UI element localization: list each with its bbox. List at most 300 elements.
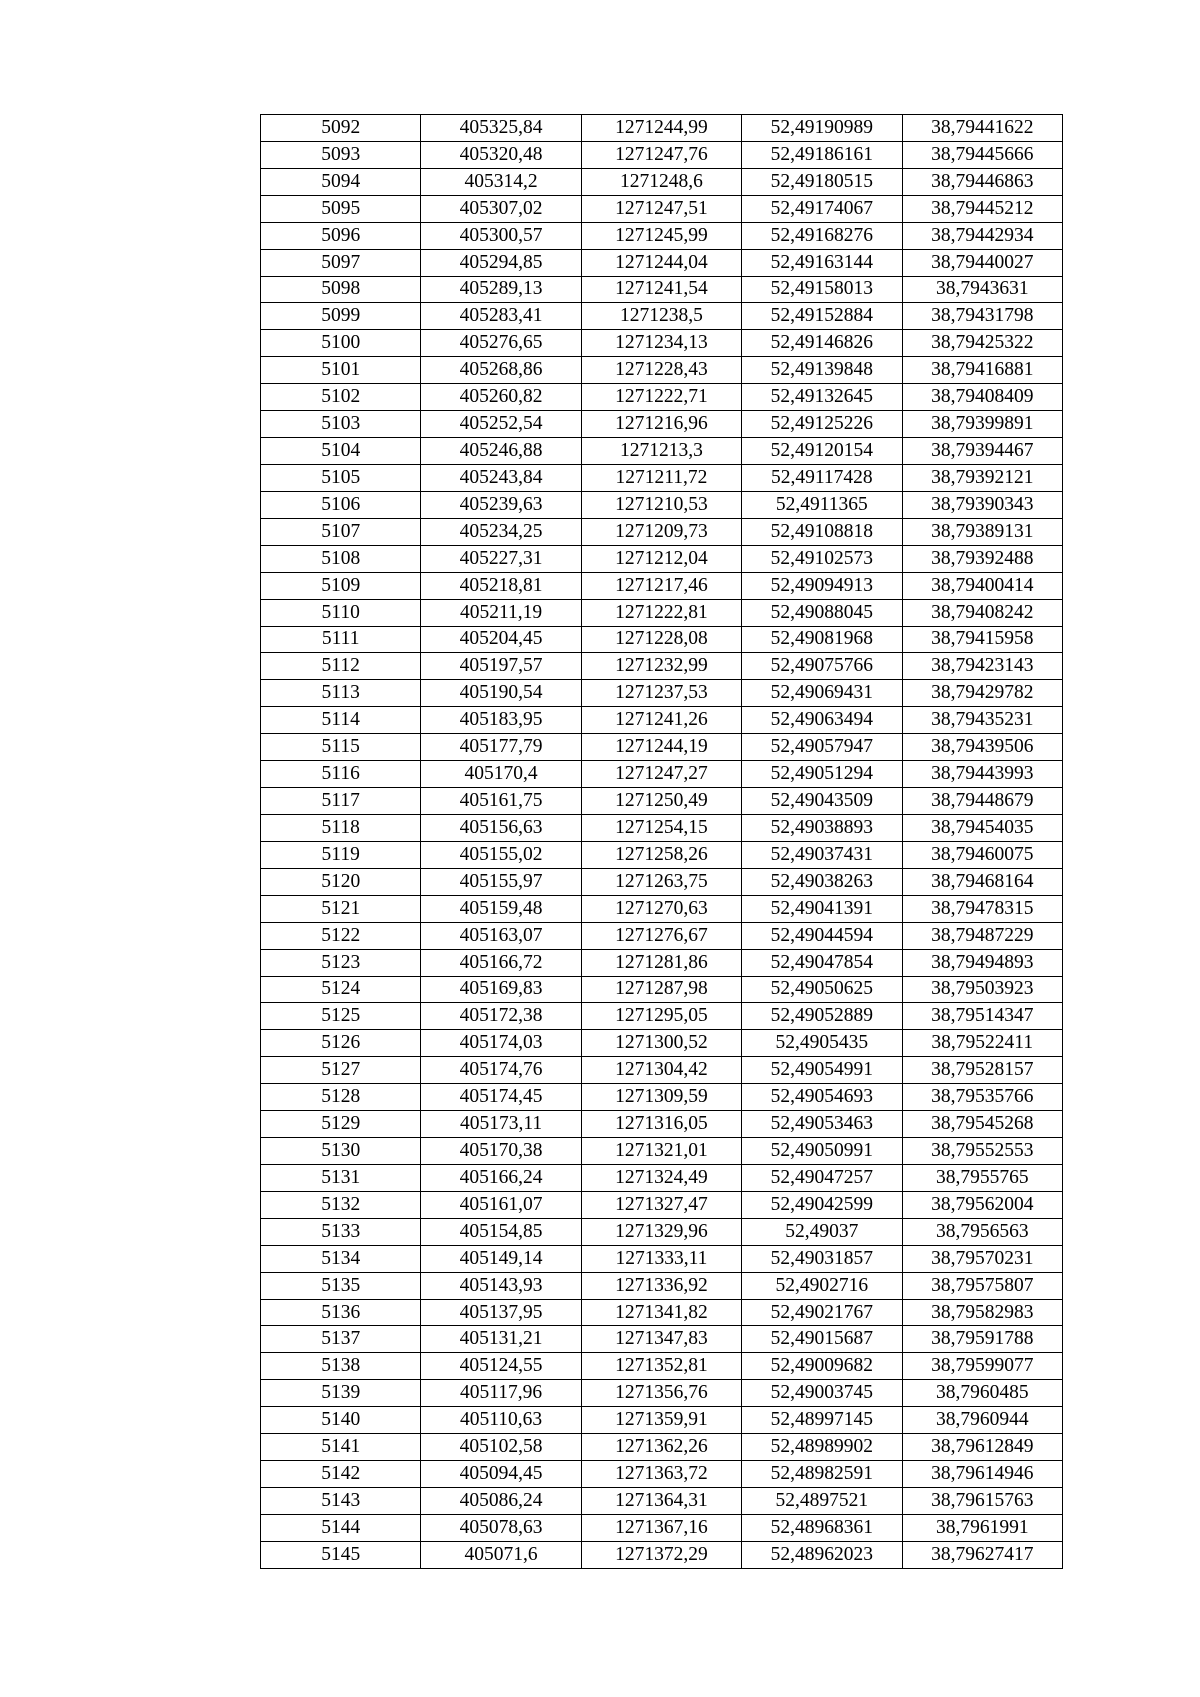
latitude-cell: 52,49042599 — [742, 1191, 902, 1218]
longitude-cell: 38,79443993 — [902, 761, 1062, 788]
latitude-cell: 52,49054693 — [742, 1084, 902, 1111]
longitude-cell: 38,79552553 — [902, 1138, 1062, 1165]
x-coordinate-cell: 405161,75 — [421, 788, 581, 815]
y-coordinate-cell: 1271222,71 — [581, 384, 741, 411]
longitude-cell: 38,79528157 — [902, 1057, 1062, 1084]
latitude-cell: 52,49038893 — [742, 814, 902, 841]
point-number-cell: 5097 — [261, 249, 421, 276]
table-row — [261, 1030, 1063, 1057]
latitude-cell: 52,49152884 — [742, 303, 902, 330]
point-number-cell: 5119 — [261, 841, 421, 868]
x-coordinate-cell: 405143,93 — [421, 1272, 581, 1299]
table-row — [261, 895, 1063, 922]
table-row — [261, 1164, 1063, 1191]
point-number-cell: 5102 — [261, 384, 421, 411]
longitude-cell: 38,79408409 — [902, 384, 1062, 411]
table-row — [261, 788, 1063, 815]
x-coordinate-cell: 405174,45 — [421, 1084, 581, 1111]
point-number-cell: 5141 — [261, 1434, 421, 1461]
point-number-cell: 5106 — [261, 491, 421, 518]
point-number-cell: 5116 — [261, 761, 421, 788]
table-row — [261, 249, 1063, 276]
y-coordinate-cell: 1271363,72 — [581, 1461, 741, 1488]
table-row — [261, 572, 1063, 599]
x-coordinate-cell: 405204,45 — [421, 626, 581, 653]
latitude-cell: 52,49180515 — [742, 168, 902, 195]
latitude-cell: 52,49088045 — [742, 599, 902, 626]
x-coordinate-cell: 405071,6 — [421, 1541, 581, 1568]
latitude-cell: 52,48968361 — [742, 1514, 902, 1541]
table-row — [261, 276, 1063, 303]
table-row — [261, 545, 1063, 572]
x-coordinate-cell: 405268,86 — [421, 357, 581, 384]
y-coordinate-cell: 1271244,04 — [581, 249, 741, 276]
latitude-cell: 52,49053463 — [742, 1111, 902, 1138]
longitude-cell: 38,79591788 — [902, 1326, 1062, 1353]
point-number-cell: 5094 — [261, 168, 421, 195]
point-number-cell: 5126 — [261, 1030, 421, 1057]
y-coordinate-cell: 1271234,13 — [581, 330, 741, 357]
point-number-cell: 5138 — [261, 1353, 421, 1380]
y-coordinate-cell: 1271295,05 — [581, 1003, 741, 1030]
longitude-cell: 38,7960485 — [902, 1380, 1062, 1407]
point-number-cell: 5125 — [261, 1003, 421, 1030]
longitude-cell: 38,79599077 — [902, 1353, 1062, 1380]
latitude-cell: 52,49052889 — [742, 1003, 902, 1030]
point-number-cell: 5108 — [261, 545, 421, 572]
table-row — [261, 330, 1063, 357]
table-row — [261, 626, 1063, 653]
latitude-cell: 52,49050991 — [742, 1138, 902, 1165]
x-coordinate-cell: 405243,84 — [421, 464, 581, 491]
point-number-cell: 5100 — [261, 330, 421, 357]
latitude-cell: 52,48962023 — [742, 1541, 902, 1568]
latitude-cell: 52,49021767 — [742, 1299, 902, 1326]
longitude-cell: 38,79522411 — [902, 1030, 1062, 1057]
y-coordinate-cell: 1271304,42 — [581, 1057, 741, 1084]
latitude-cell: 52,49132645 — [742, 384, 902, 411]
table-row — [261, 464, 1063, 491]
latitude-cell: 52,49120154 — [742, 438, 902, 465]
y-coordinate-cell: 1271356,76 — [581, 1380, 741, 1407]
longitude-cell: 38,7955765 — [902, 1164, 1062, 1191]
point-number-cell: 5132 — [261, 1191, 421, 1218]
latitude-cell: 52,49102573 — [742, 545, 902, 572]
y-coordinate-cell: 1271238,5 — [581, 303, 741, 330]
longitude-cell: 38,7960944 — [902, 1407, 1062, 1434]
point-number-cell: 5139 — [261, 1380, 421, 1407]
longitude-cell: 38,79440027 — [902, 249, 1062, 276]
table-row — [261, 976, 1063, 1003]
latitude-cell: 52,49054991 — [742, 1057, 902, 1084]
x-coordinate-cell: 405276,65 — [421, 330, 581, 357]
table-row — [261, 1084, 1063, 1111]
table-row — [261, 1245, 1063, 1272]
table-row — [261, 868, 1063, 895]
x-coordinate-cell: 405174,76 — [421, 1057, 581, 1084]
latitude-cell: 52,49146826 — [742, 330, 902, 357]
longitude-cell: 38,79570231 — [902, 1245, 1062, 1272]
point-number-cell: 5127 — [261, 1057, 421, 1084]
point-number-cell: 5136 — [261, 1299, 421, 1326]
y-coordinate-cell: 1271228,08 — [581, 626, 741, 653]
point-number-cell: 5107 — [261, 518, 421, 545]
latitude-cell: 52,49051294 — [742, 761, 902, 788]
longitude-cell: 38,79545268 — [902, 1111, 1062, 1138]
point-number-cell: 5092 — [261, 115, 421, 142]
x-coordinate-cell: 405246,88 — [421, 438, 581, 465]
table-row — [261, 438, 1063, 465]
latitude-cell: 52,49038263 — [742, 868, 902, 895]
latitude-cell: 52,49158013 — [742, 276, 902, 303]
longitude-cell: 38,79627417 — [902, 1541, 1062, 1568]
point-number-cell: 5143 — [261, 1488, 421, 1515]
y-coordinate-cell: 1271362,26 — [581, 1434, 741, 1461]
y-coordinate-cell: 1271222,81 — [581, 599, 741, 626]
table-row — [261, 357, 1063, 384]
longitude-cell: 38,79394467 — [902, 438, 1062, 465]
longitude-cell: 38,7943631 — [902, 276, 1062, 303]
x-coordinate-cell: 405169,83 — [421, 976, 581, 1003]
table-row — [261, 1380, 1063, 1407]
table-row — [261, 814, 1063, 841]
longitude-cell: 38,79399891 — [902, 411, 1062, 438]
y-coordinate-cell: 1271364,31 — [581, 1488, 741, 1515]
table-row — [261, 1003, 1063, 1030]
x-coordinate-cell: 405172,38 — [421, 1003, 581, 1030]
longitude-cell: 38,79423143 — [902, 653, 1062, 680]
x-coordinate-cell: 405283,41 — [421, 303, 581, 330]
point-number-cell: 5098 — [261, 276, 421, 303]
table-row — [261, 141, 1063, 168]
x-coordinate-cell: 405170,38 — [421, 1138, 581, 1165]
point-number-cell: 5101 — [261, 357, 421, 384]
latitude-cell: 52,49050625 — [742, 976, 902, 1003]
x-coordinate-cell: 405174,03 — [421, 1030, 581, 1057]
longitude-cell: 38,79454035 — [902, 814, 1062, 841]
point-number-cell: 5135 — [261, 1272, 421, 1299]
latitude-cell: 52,4902716 — [742, 1272, 902, 1299]
y-coordinate-cell: 1271209,73 — [581, 518, 741, 545]
point-number-cell: 5124 — [261, 976, 421, 1003]
y-coordinate-cell: 1271217,46 — [581, 572, 741, 599]
y-coordinate-cell: 1271247,27 — [581, 761, 741, 788]
x-coordinate-cell: 405227,31 — [421, 545, 581, 572]
x-coordinate-cell: 405170,4 — [421, 761, 581, 788]
point-number-cell: 5093 — [261, 141, 421, 168]
latitude-cell: 52,4905435 — [742, 1030, 902, 1057]
latitude-cell: 52,49190989 — [742, 115, 902, 142]
latitude-cell: 52,49125226 — [742, 411, 902, 438]
y-coordinate-cell: 1271228,43 — [581, 357, 741, 384]
latitude-cell: 52,49037 — [742, 1218, 902, 1245]
longitude-cell: 38,79390343 — [902, 491, 1062, 518]
table-row — [261, 1488, 1063, 1515]
latitude-cell: 52,49043509 — [742, 788, 902, 815]
x-coordinate-cell: 405131,21 — [421, 1326, 581, 1353]
y-coordinate-cell: 1271329,96 — [581, 1218, 741, 1245]
point-number-cell: 5134 — [261, 1245, 421, 1272]
latitude-cell: 52,49044594 — [742, 922, 902, 949]
point-number-cell: 5145 — [261, 1541, 421, 1568]
x-coordinate-cell: 405078,63 — [421, 1514, 581, 1541]
longitude-cell: 38,79535766 — [902, 1084, 1062, 1111]
x-coordinate-cell: 405102,58 — [421, 1434, 581, 1461]
longitude-cell: 38,79442934 — [902, 222, 1062, 249]
latitude-cell: 52,48982591 — [742, 1461, 902, 1488]
y-coordinate-cell: 1271336,92 — [581, 1272, 741, 1299]
longitude-cell: 38,79562004 — [902, 1191, 1062, 1218]
table-row — [261, 1057, 1063, 1084]
latitude-cell: 52,4911365 — [742, 491, 902, 518]
x-coordinate-cell: 405325,84 — [421, 115, 581, 142]
table-row — [261, 949, 1063, 976]
point-number-cell: 5109 — [261, 572, 421, 599]
point-number-cell: 5144 — [261, 1514, 421, 1541]
y-coordinate-cell: 1271287,98 — [581, 976, 741, 1003]
x-coordinate-cell: 405300,57 — [421, 222, 581, 249]
point-number-cell: 5120 — [261, 868, 421, 895]
y-coordinate-cell: 1271210,53 — [581, 491, 741, 518]
x-coordinate-cell: 405260,82 — [421, 384, 581, 411]
x-coordinate-cell: 405307,02 — [421, 195, 581, 222]
table-row — [261, 1111, 1063, 1138]
table-row — [261, 1407, 1063, 1434]
table-row — [261, 1326, 1063, 1353]
y-coordinate-cell: 1271347,83 — [581, 1326, 741, 1353]
x-coordinate-cell: 405166,72 — [421, 949, 581, 976]
longitude-cell: 38,79448679 — [902, 788, 1062, 815]
point-number-cell: 5142 — [261, 1461, 421, 1488]
table-row — [261, 841, 1063, 868]
x-coordinate-cell: 405239,63 — [421, 491, 581, 518]
point-number-cell: 5099 — [261, 303, 421, 330]
longitude-cell: 38,79389131 — [902, 518, 1062, 545]
y-coordinate-cell: 1271309,59 — [581, 1084, 741, 1111]
table-row — [261, 411, 1063, 438]
table-row — [261, 653, 1063, 680]
x-coordinate-cell: 405156,63 — [421, 814, 581, 841]
point-number-cell: 5123 — [261, 949, 421, 976]
y-coordinate-cell: 1271276,67 — [581, 922, 741, 949]
longitude-cell: 38,7961991 — [902, 1514, 1062, 1541]
longitude-cell: 38,79445666 — [902, 141, 1062, 168]
latitude-cell: 52,49186161 — [742, 141, 902, 168]
y-coordinate-cell: 1271216,96 — [581, 411, 741, 438]
x-coordinate-cell: 405161,07 — [421, 1191, 581, 1218]
y-coordinate-cell: 1271258,26 — [581, 841, 741, 868]
x-coordinate-cell: 405211,19 — [421, 599, 581, 626]
y-coordinate-cell: 1271263,75 — [581, 868, 741, 895]
table-row — [261, 168, 1063, 195]
point-number-cell: 5112 — [261, 653, 421, 680]
y-coordinate-cell: 1271372,29 — [581, 1541, 741, 1568]
latitude-cell: 52,49057947 — [742, 734, 902, 761]
latitude-cell: 52,48989902 — [742, 1434, 902, 1461]
table-row — [261, 761, 1063, 788]
y-coordinate-cell: 1271241,54 — [581, 276, 741, 303]
longitude-cell: 38,79429782 — [902, 680, 1062, 707]
table-row — [261, 1272, 1063, 1299]
y-coordinate-cell: 1271300,52 — [581, 1030, 741, 1057]
longitude-cell: 38,79494893 — [902, 949, 1062, 976]
y-coordinate-cell: 1271321,01 — [581, 1138, 741, 1165]
x-coordinate-cell: 405320,48 — [421, 141, 581, 168]
longitude-cell: 38,79514347 — [902, 1003, 1062, 1030]
longitude-cell: 38,79446863 — [902, 168, 1062, 195]
x-coordinate-cell: 405149,14 — [421, 1245, 581, 1272]
point-number-cell: 5128 — [261, 1084, 421, 1111]
latitude-cell: 52,49009682 — [742, 1353, 902, 1380]
latitude-cell: 52,49047257 — [742, 1164, 902, 1191]
point-number-cell: 5113 — [261, 680, 421, 707]
longitude-cell: 38,79415958 — [902, 626, 1062, 653]
point-number-cell: 5140 — [261, 1407, 421, 1434]
y-coordinate-cell: 1271232,99 — [581, 653, 741, 680]
x-coordinate-cell: 405294,85 — [421, 249, 581, 276]
longitude-cell: 38,79392488 — [902, 545, 1062, 572]
longitude-cell: 38,79431798 — [902, 303, 1062, 330]
latitude-cell: 52,48997145 — [742, 1407, 902, 1434]
latitude-cell: 52,49081968 — [742, 626, 902, 653]
longitude-cell: 38,79478315 — [902, 895, 1062, 922]
y-coordinate-cell: 1271281,86 — [581, 949, 741, 976]
latitude-cell: 52,49174067 — [742, 195, 902, 222]
table-row — [261, 1461, 1063, 1488]
longitude-cell: 38,7956563 — [902, 1218, 1062, 1245]
y-coordinate-cell: 1271352,81 — [581, 1353, 741, 1380]
latitude-cell: 52,49069431 — [742, 680, 902, 707]
point-number-cell: 5096 — [261, 222, 421, 249]
y-coordinate-cell: 1271244,19 — [581, 734, 741, 761]
x-coordinate-cell: 405218,81 — [421, 572, 581, 599]
x-coordinate-cell: 405190,54 — [421, 680, 581, 707]
table-row — [261, 707, 1063, 734]
table-row — [261, 734, 1063, 761]
table-row — [261, 222, 1063, 249]
x-coordinate-cell: 405110,63 — [421, 1407, 581, 1434]
coordinates-table-body — [261, 115, 1063, 1569]
y-coordinate-cell: 1271359,91 — [581, 1407, 741, 1434]
longitude-cell: 38,79615763 — [902, 1488, 1062, 1515]
x-coordinate-cell: 405183,95 — [421, 707, 581, 734]
table-row — [261, 1353, 1063, 1380]
latitude-cell: 52,49003745 — [742, 1380, 902, 1407]
longitude-cell: 38,79487229 — [902, 922, 1062, 949]
y-coordinate-cell: 1271241,26 — [581, 707, 741, 734]
longitude-cell: 38,79460075 — [902, 841, 1062, 868]
longitude-cell: 38,79408242 — [902, 599, 1062, 626]
y-coordinate-cell: 1271213,3 — [581, 438, 741, 465]
y-coordinate-cell: 1271211,72 — [581, 464, 741, 491]
x-coordinate-cell: 405163,07 — [421, 922, 581, 949]
y-coordinate-cell: 1271270,63 — [581, 895, 741, 922]
x-coordinate-cell: 405155,02 — [421, 841, 581, 868]
latitude-cell: 52,49075766 — [742, 653, 902, 680]
x-coordinate-cell: 405137,95 — [421, 1299, 581, 1326]
y-coordinate-cell: 1271248,6 — [581, 168, 741, 195]
longitude-cell: 38,79400414 — [902, 572, 1062, 599]
point-number-cell: 5111 — [261, 626, 421, 653]
longitude-cell: 38,79582983 — [902, 1299, 1062, 1326]
x-coordinate-cell: 405094,45 — [421, 1461, 581, 1488]
point-number-cell: 5117 — [261, 788, 421, 815]
x-coordinate-cell: 405289,13 — [421, 276, 581, 303]
x-coordinate-cell: 405124,55 — [421, 1353, 581, 1380]
table-row — [261, 922, 1063, 949]
latitude-cell: 52,49139848 — [742, 357, 902, 384]
longitude-cell: 38,79468164 — [902, 868, 1062, 895]
longitude-cell: 38,79435231 — [902, 707, 1062, 734]
y-coordinate-cell: 1271247,51 — [581, 195, 741, 222]
longitude-cell: 38,79441622 — [902, 115, 1062, 142]
table-row — [261, 1191, 1063, 1218]
point-number-cell: 5129 — [261, 1111, 421, 1138]
x-coordinate-cell: 405159,48 — [421, 895, 581, 922]
longitude-cell: 38,79445212 — [902, 195, 1062, 222]
latitude-cell: 52,49015687 — [742, 1326, 902, 1353]
point-number-cell: 5118 — [261, 814, 421, 841]
latitude-cell: 52,49041391 — [742, 895, 902, 922]
latitude-cell: 52,49163144 — [742, 249, 902, 276]
table-row — [261, 491, 1063, 518]
longitude-cell: 38,79614946 — [902, 1461, 1062, 1488]
latitude-cell: 52,49063494 — [742, 707, 902, 734]
x-coordinate-cell: 405117,96 — [421, 1380, 581, 1407]
table-row — [261, 303, 1063, 330]
table-row — [261, 1541, 1063, 1568]
longitude-cell: 38,79392121 — [902, 464, 1062, 491]
latitude-cell: 52,49094913 — [742, 572, 902, 599]
latitude-cell: 52,49047854 — [742, 949, 902, 976]
coordinates-table — [260, 114, 1063, 1569]
table-row — [261, 599, 1063, 626]
x-coordinate-cell: 405314,2 — [421, 168, 581, 195]
latitude-cell: 52,49031857 — [742, 1245, 902, 1272]
latitude-cell: 52,49117428 — [742, 464, 902, 491]
point-number-cell: 5115 — [261, 734, 421, 761]
point-number-cell: 5131 — [261, 1164, 421, 1191]
longitude-cell: 38,79503923 — [902, 976, 1062, 1003]
table-row — [261, 680, 1063, 707]
point-number-cell: 5103 — [261, 411, 421, 438]
x-coordinate-cell: 405252,54 — [421, 411, 581, 438]
latitude-cell: 52,4897521 — [742, 1488, 902, 1515]
table-row — [261, 384, 1063, 411]
table-row — [261, 518, 1063, 545]
point-number-cell: 5110 — [261, 599, 421, 626]
y-coordinate-cell: 1271367,16 — [581, 1514, 741, 1541]
y-coordinate-cell: 1271254,15 — [581, 814, 741, 841]
point-number-cell: 5122 — [261, 922, 421, 949]
point-number-cell: 5121 — [261, 895, 421, 922]
longitude-cell: 38,79416881 — [902, 357, 1062, 384]
x-coordinate-cell: 405166,24 — [421, 1164, 581, 1191]
table-row — [261, 195, 1063, 222]
longitude-cell: 38,79612849 — [902, 1434, 1062, 1461]
point-number-cell: 5095 — [261, 195, 421, 222]
y-coordinate-cell: 1271245,99 — [581, 222, 741, 249]
x-coordinate-cell: 405177,79 — [421, 734, 581, 761]
y-coordinate-cell: 1271244,99 — [581, 115, 741, 142]
latitude-cell: 52,49108818 — [742, 518, 902, 545]
longitude-cell: 38,79439506 — [902, 734, 1062, 761]
y-coordinate-cell: 1271324,49 — [581, 1164, 741, 1191]
table-row — [261, 1218, 1063, 1245]
table-row — [261, 1434, 1063, 1461]
x-coordinate-cell: 405086,24 — [421, 1488, 581, 1515]
longitude-cell: 38,79575807 — [902, 1272, 1062, 1299]
